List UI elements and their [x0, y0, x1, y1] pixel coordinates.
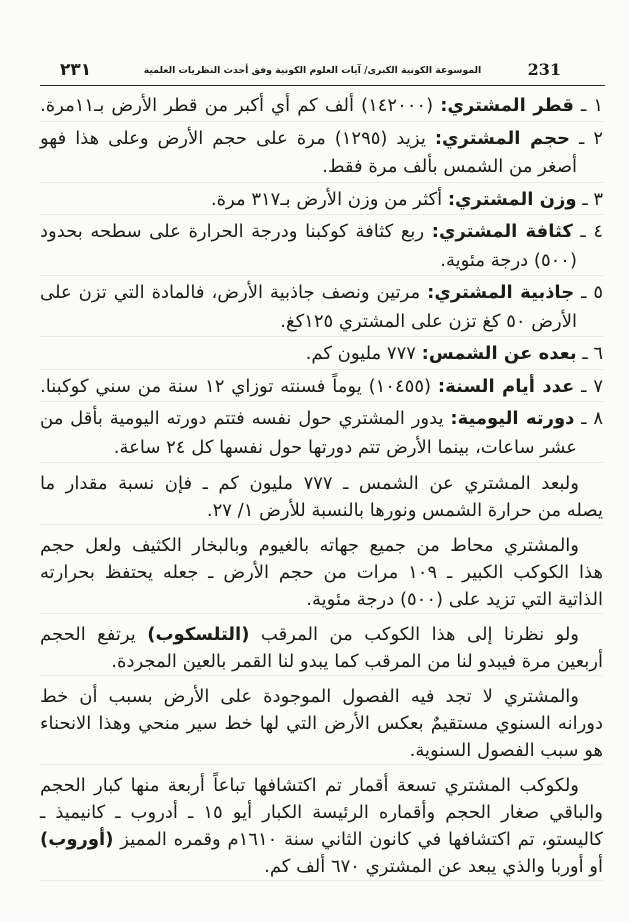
paragraph-line	[40, 621, 603, 648]
fact-text: أكثر من وزن الأرض بـ٣١٧ مرة.	[210, 188, 443, 210]
running-title: الموسوعة الكونية الكبرى/ آيات العلوم الكونية وفق أحدث النظريات العلمية	[143, 65, 482, 76]
fact-continuation-line: (٥٠٠) درجة مئوية.	[440, 249, 577, 271]
fact-line	[40, 373, 603, 402]
paragraph-text: ولو نظرنا إلى هذا الكوكب من المرقب	[260, 624, 579, 645]
page-number-arabic: ٢٣١	[60, 60, 92, 80]
fact-term: كثافة المشتري:	[431, 221, 573, 242]
paragraph-line: هو سبب الفصول السنوية.	[409, 740, 603, 761]
paragraph-line: هذا الكوكب الكبير ـ ١٠٩ مرات من حجم الأرض ـ جعله يحتفظ بحرارته	[40, 562, 603, 583]
fact-term: جاذبية المشتري:	[427, 282, 575, 303]
fact-number: ٣ ـ	[582, 188, 603, 210]
fact-continuation-line: أصغر من الشمس بألف مرة فقط.	[322, 156, 577, 177]
fact-continuation-line: عشر ساعات، بينما الأرض تتم دورتها حول نفسها كل ٢٤ ساعة.	[113, 436, 577, 458]
fact-item	[40, 279, 603, 337]
paragraph	[40, 621, 603, 676]
fact-line	[40, 186, 603, 215]
fact-line	[40, 279, 603, 308]
paragraph	[40, 683, 603, 765]
fact-term: قطر المشتري:	[440, 95, 574, 116]
paragraph-line: ولبعد المشتري عن الشمس ـ ٧٧٧ مليون كم ـ فإن نسبة مقدار ما	[40, 473, 579, 494]
fact-number: ٦ ـ	[582, 343, 603, 364]
fact-line	[40, 92, 603, 121]
fact-item	[40, 186, 603, 216]
paragraph-line: دورانه السنوي مستقيمٌ بعكس الأرض التي لها خط سير منحي وهذا الانحناء	[40, 713, 603, 734]
fact-text: (١٤٢٠٠٠) ألف كم أي أكبر من قطر الأرض بـ١١مرة.	[40, 95, 434, 116]
fact-term: بعده عن الشمس:	[421, 343, 577, 364]
fact-text: ٧٧٧ مليون كم.	[305, 343, 416, 364]
paragraph-line: والمشتري لا تجد فيه الفصول الموجودة على الأرض بسبب أن خط	[40, 686, 579, 707]
fact-term: حجم المشتري:	[434, 127, 571, 149]
fact-line	[40, 340, 603, 369]
fact-item	[40, 92, 603, 122]
fact-line	[40, 218, 603, 247]
fact-item	[40, 405, 603, 463]
paragraph-line: والباقي صغار الحجم وأقماره الرئيسة الكبار أيو ١٥ ـ أدروب ـ كانيميذ ـ	[40, 802, 603, 823]
fact-number: ٧ ـ	[581, 375, 603, 397]
fact-line	[40, 405, 603, 434]
paragraph-text: يرتفع الحجم	[40, 624, 136, 645]
fact-number: ٤ ـ	[580, 221, 603, 242]
fact-term: وزن المشتري:	[447, 188, 577, 210]
paragraph-line: الذاتية التي تزيد على (٥٠٠) درجة مئوية.	[306, 589, 603, 610]
fact-text: يدور المشتري حول نفسه فتتم دورته اليومية بأقل من	[40, 408, 444, 429]
paragraph	[40, 470, 603, 525]
page-body	[40, 92, 603, 881]
fact-number: ٥ ـ	[581, 282, 604, 303]
fact-term: دورته اليومية:	[450, 408, 575, 429]
fact-number: ١ ـ	[580, 95, 603, 116]
fact-text: (١٠٤٥٥) يوماً فسنته توزاي ١٢ سنة من سني كوكبنا.	[40, 375, 432, 397]
fact-text: مرتين ونصف جاذبية الأرض، فالمادة التي تزن على	[40, 282, 421, 303]
paragraph	[40, 772, 603, 881]
fact-item	[40, 340, 603, 370]
running-header	[40, 52, 605, 86]
fact-item	[40, 125, 603, 183]
paragraph-line: أو أوربا والذي يبعد عن المشتري ٦٧٠ ألف كم.	[264, 856, 603, 877]
fact-term: عدد أيام السنة:	[437, 375, 575, 397]
paragraph-line: والمشتري محاط من جميع جهاته بالغيوم وبالبخار الكثيف ولعل حجم	[40, 535, 579, 556]
fact-number: ٨ ـ	[581, 408, 603, 429]
paragraph-line: أربعين مرة فيبدو لنا من المرقب كما يبدو لنا القمر بالعين المجردة.	[111, 651, 603, 672]
emphasized-term: (أوروب)	[40, 829, 114, 850]
paragraph-line: يصله من حرارة الشمس ونورها بالنسبة للأرض ١/ ٢٧.	[206, 500, 603, 521]
fact-continuation-line: الأرض ٥٠ كغ تزن على المشتري ١٢٥كغ.	[280, 310, 577, 332]
paragraph-text: كاليستو، تم اكتشافها في كانون الثاني سنة ١٦١٠م وقمره المميز	[120, 829, 603, 850]
paragraph-line: ولكوكب المشتري تسعة أقمار تم اكتشافها تباعاً أربعة منها كبار الحجم	[40, 775, 579, 796]
emphasized-term: (التلسكوب)	[147, 624, 250, 645]
fact-text: ربع كثافة كوكبنا ودرجة الحرارة على سطحه بحدود	[40, 221, 425, 242]
paragraph	[40, 532, 603, 614]
fact-item	[40, 373, 603, 403]
fact-item	[40, 218, 603, 276]
fact-line	[40, 125, 603, 154]
fact-number: ٢ ـ	[579, 127, 603, 149]
fact-text: يزيد (١٢٩٥) مرة على حجم الأرض وعلى هذا فهو	[40, 127, 426, 149]
paragraph-line	[40, 826, 603, 853]
page-number-latin: 231	[527, 60, 561, 79]
